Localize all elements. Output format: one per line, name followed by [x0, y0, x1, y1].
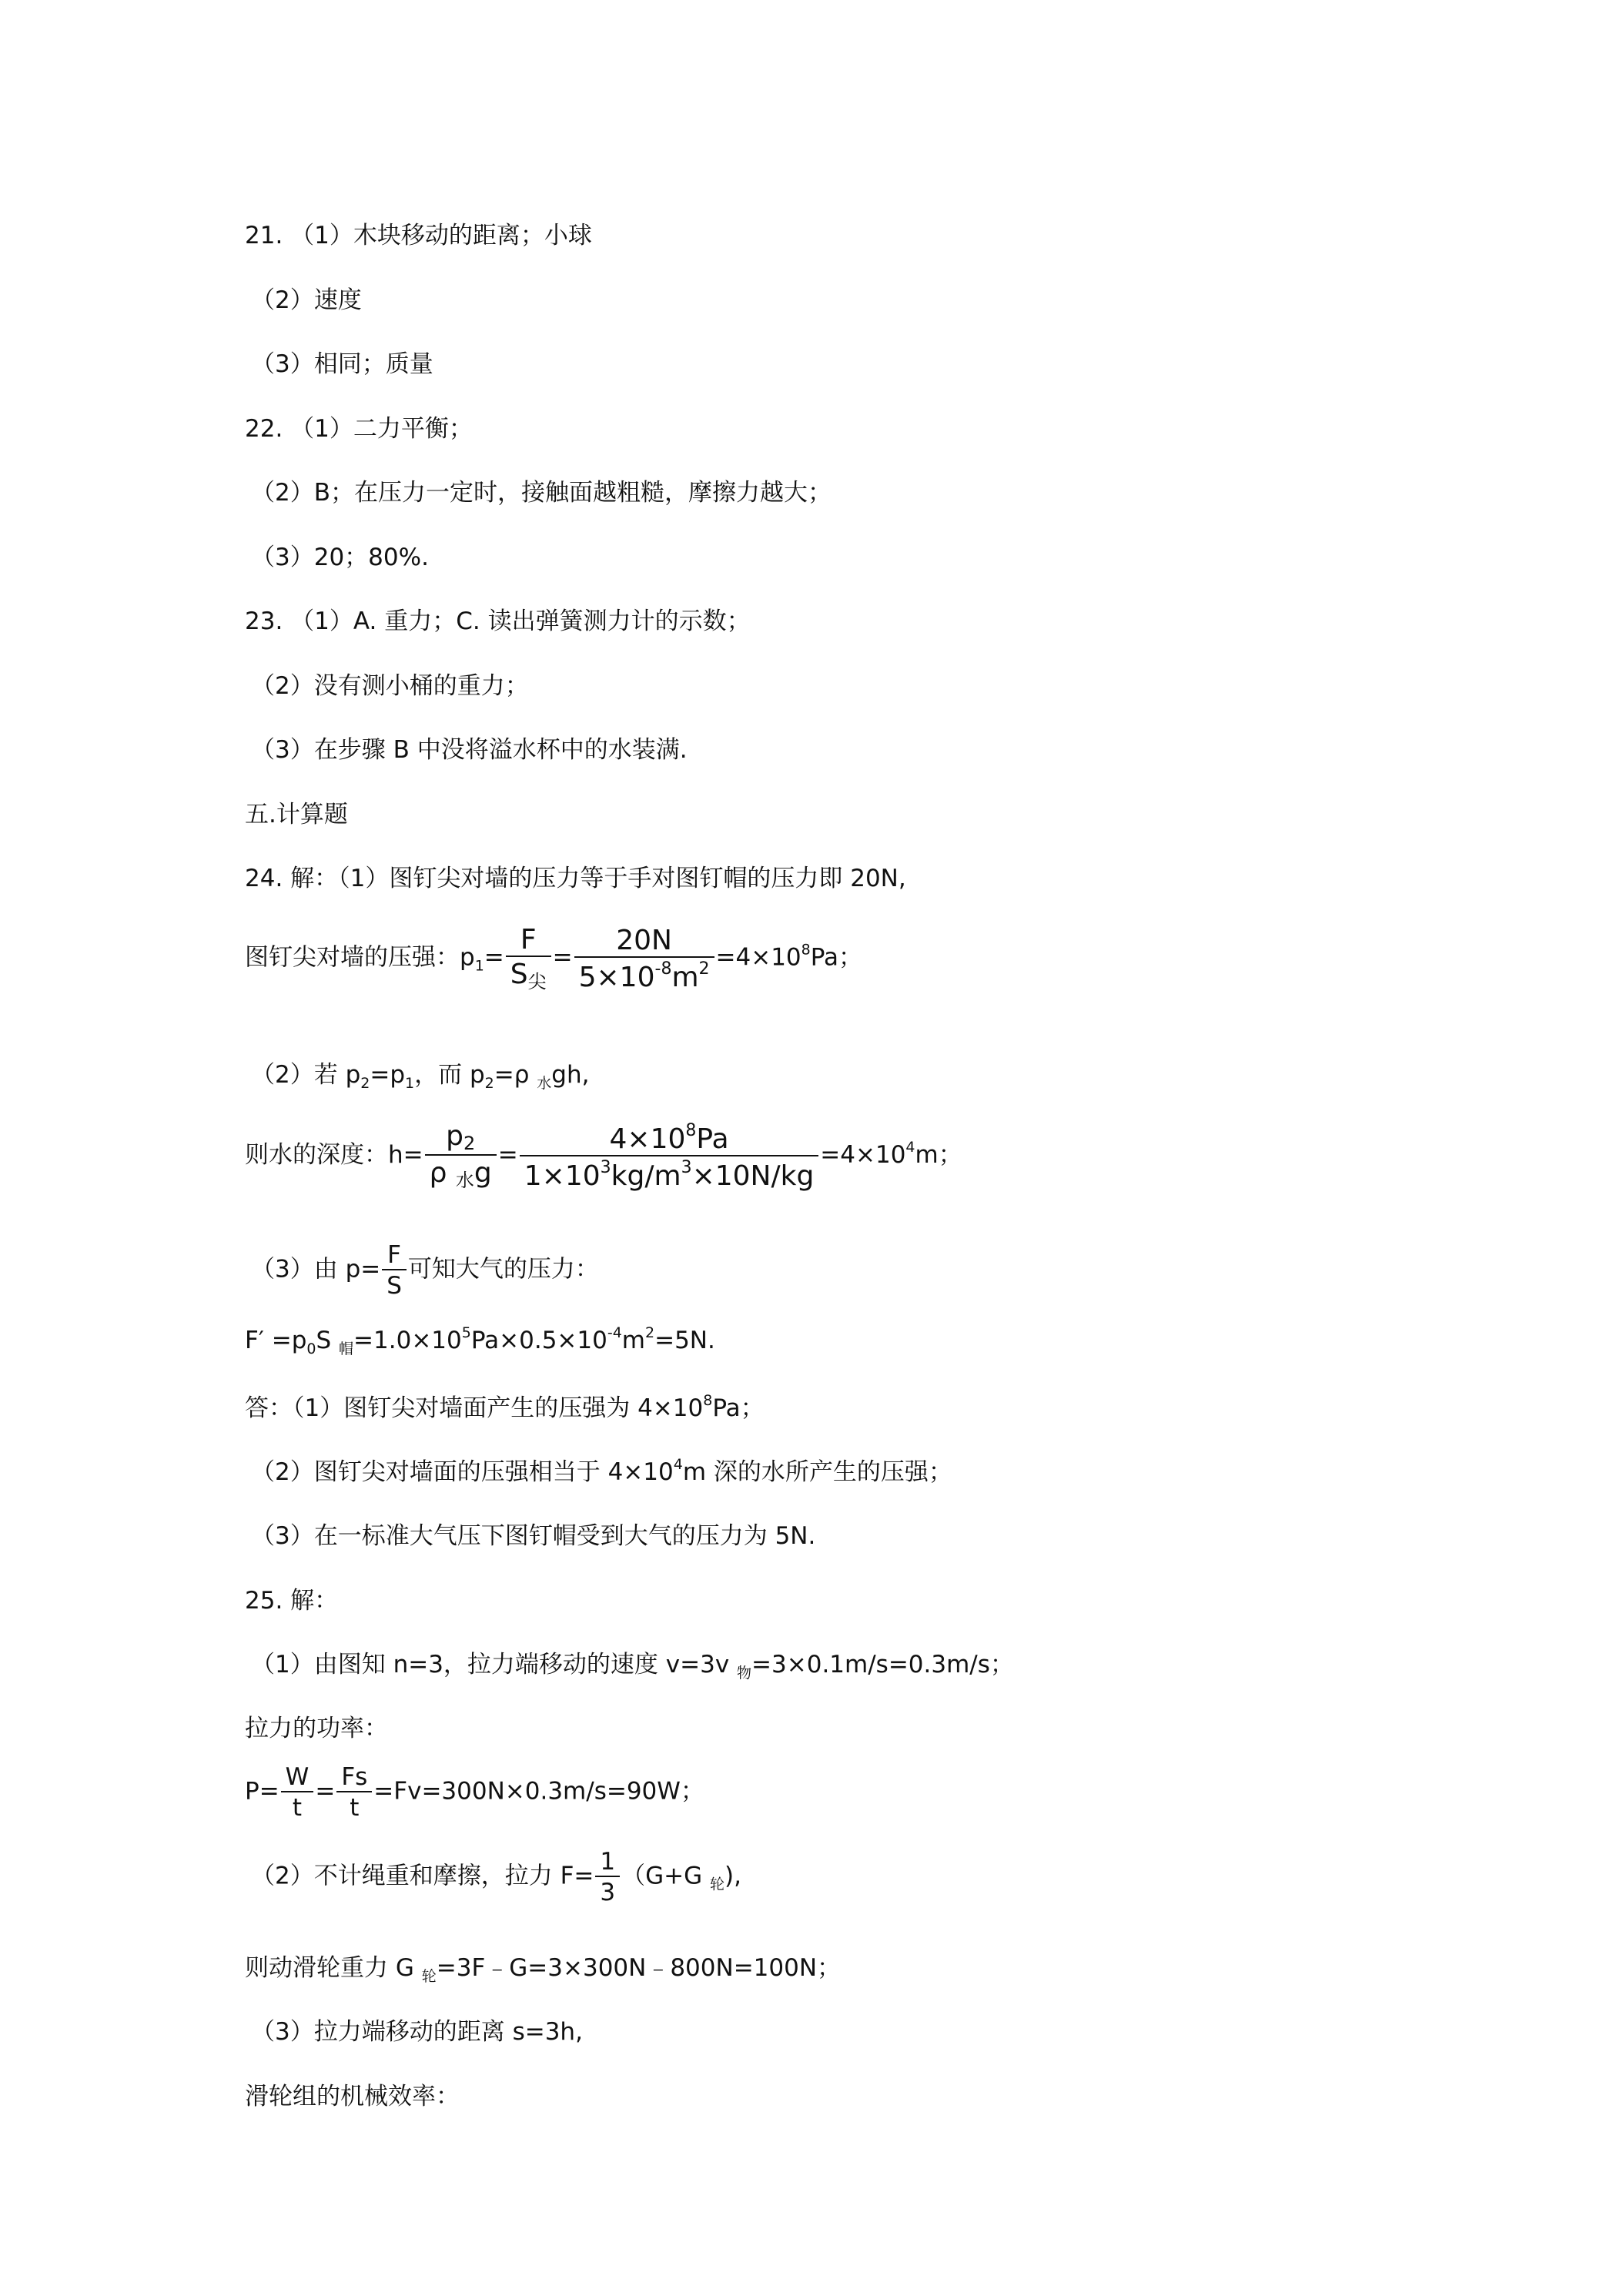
q24-answer-2: （2）图钉尖对墙面的压强相当于 $4\times 10^4m$ 深的水所产生的压强； — [251, 1456, 952, 1486]
q22-line-3: （3）20；80%. — [251, 544, 429, 571]
q25-line-2: （1）由图知 n=3，拉力端移动的速度 v=3v $_物$=3×0.1m/s=0.3m/s； — [251, 1651, 1014, 1682]
fraction-f-over-s-small: $\frac{F}{S}$ — [382, 1241, 407, 1300]
q21-line-1: 21. （1）木块移动的距离；小球 — [245, 222, 592, 249]
q24-line-3: （3）由 p= $\frac{F}{S}$ 可知大气的压力： — [251, 1241, 599, 1300]
fraction-p2-over-rho-g: $\frac{p_2}{\rho _水g}$ — [425, 1120, 497, 1192]
fraction-f-over-s: $\frac{F}{S_尖}$ — [506, 924, 551, 993]
q24-force-equation: $F' =p_0S$ $_帽=1.0\times 10^5Pa\times 0.5\times 10^{-4}m^2=5N$. — [245, 1324, 715, 1357]
q23-line-2: （2）没有测小桶的重力； — [251, 672, 529, 700]
fraction-w-over-t: $\frac{W}{t}$ — [281, 1763, 314, 1822]
fraction-one-third: $\frac{1}{3}$ — [595, 1848, 620, 1906]
section-5-heading: 五.计算题 — [245, 801, 348, 828]
q24-depth-equation: 则水的深度：h= $\frac{p_2}{\rho _水g}$ = $\frac{4\times 10^8Pa}{1\times 10^3kg/m^3\times 10N/kg}$ $=4\times 10^4m$； — [245, 1120, 962, 1192]
q25-line-3: 拉力的功率： — [245, 1715, 388, 1742]
q22-line-1: 22. （1）二力平衡； — [245, 415, 473, 443]
q24-answer-3: （3）在一标准大气压下图钉帽受到大气的压力为 5N. — [251, 1522, 816, 1550]
q22-line-2: （2）B；在压力一定时，接触面越粗糙，摩擦力越大； — [251, 479, 832, 507]
q25-line-6: 则动滑轮重力 G $_轮$=3F﹣G=3×300N﹣800N=100N； — [245, 1954, 842, 1985]
fraction-depth-values: $\frac{4\times 10^8Pa}{1\times 10^3kg/m^3\times 10N/kg}$ — [520, 1121, 819, 1192]
q25-line-8: 滑轮组的机械效率： — [245, 2083, 460, 2110]
q21-line-2: （2）速度 — [251, 286, 362, 314]
q23-line-3: （3）在步骤 B 中没将溢水杯中的水装满. — [251, 736, 688, 764]
q24-pressure-equation: 图钉尖对墙的压强：$p_1=$ $\frac{F}{S_尖}$ = $\frac{20N}{5\times 10^{-8}m^2}$ $=4\times 10^8Pa$； — [245, 924, 863, 993]
q25-power-equation: P= $\frac{W}{t}$ = $\frac{Fs}{t}$ =Fv=300N×0.3m/s=90W； — [245, 1763, 704, 1822]
fraction-20n: $\frac{20N}{5\times 10^{-8}m^2}$ — [574, 925, 714, 993]
q23-line-1: 23. （1）A. 重力；C. 读出弹簧测力计的示数； — [245, 607, 751, 635]
q24-answer-1: 答：（1）图钉尖对墙面产生的压强为 $4\times 10^8Pa$； — [245, 1392, 765, 1422]
q25-line-1: 25. 解： — [245, 1587, 339, 1615]
fraction-fs-over-t: $\frac{Fs}{t}$ — [336, 1763, 372, 1822]
q25-line-5: （2）不计绳重和摩擦，拉力 F= $\frac{1}{3}$ （G+G $_轮$), — [251, 1848, 741, 1906]
q21-line-3: （3）相同；质量 — [251, 350, 433, 378]
q25-line-7: （3）拉力端移动的距离 s=3h, — [251, 2018, 583, 2046]
q24-line-1: 24. 解：（1）图钉尖对墙的压力等于手对图钉帽的压力即 20N, — [245, 865, 906, 892]
q24-line-condition: （2）若 $p_2=p_1$，而 $p_2=\rho$ $_水$gh, — [251, 1061, 590, 1092]
